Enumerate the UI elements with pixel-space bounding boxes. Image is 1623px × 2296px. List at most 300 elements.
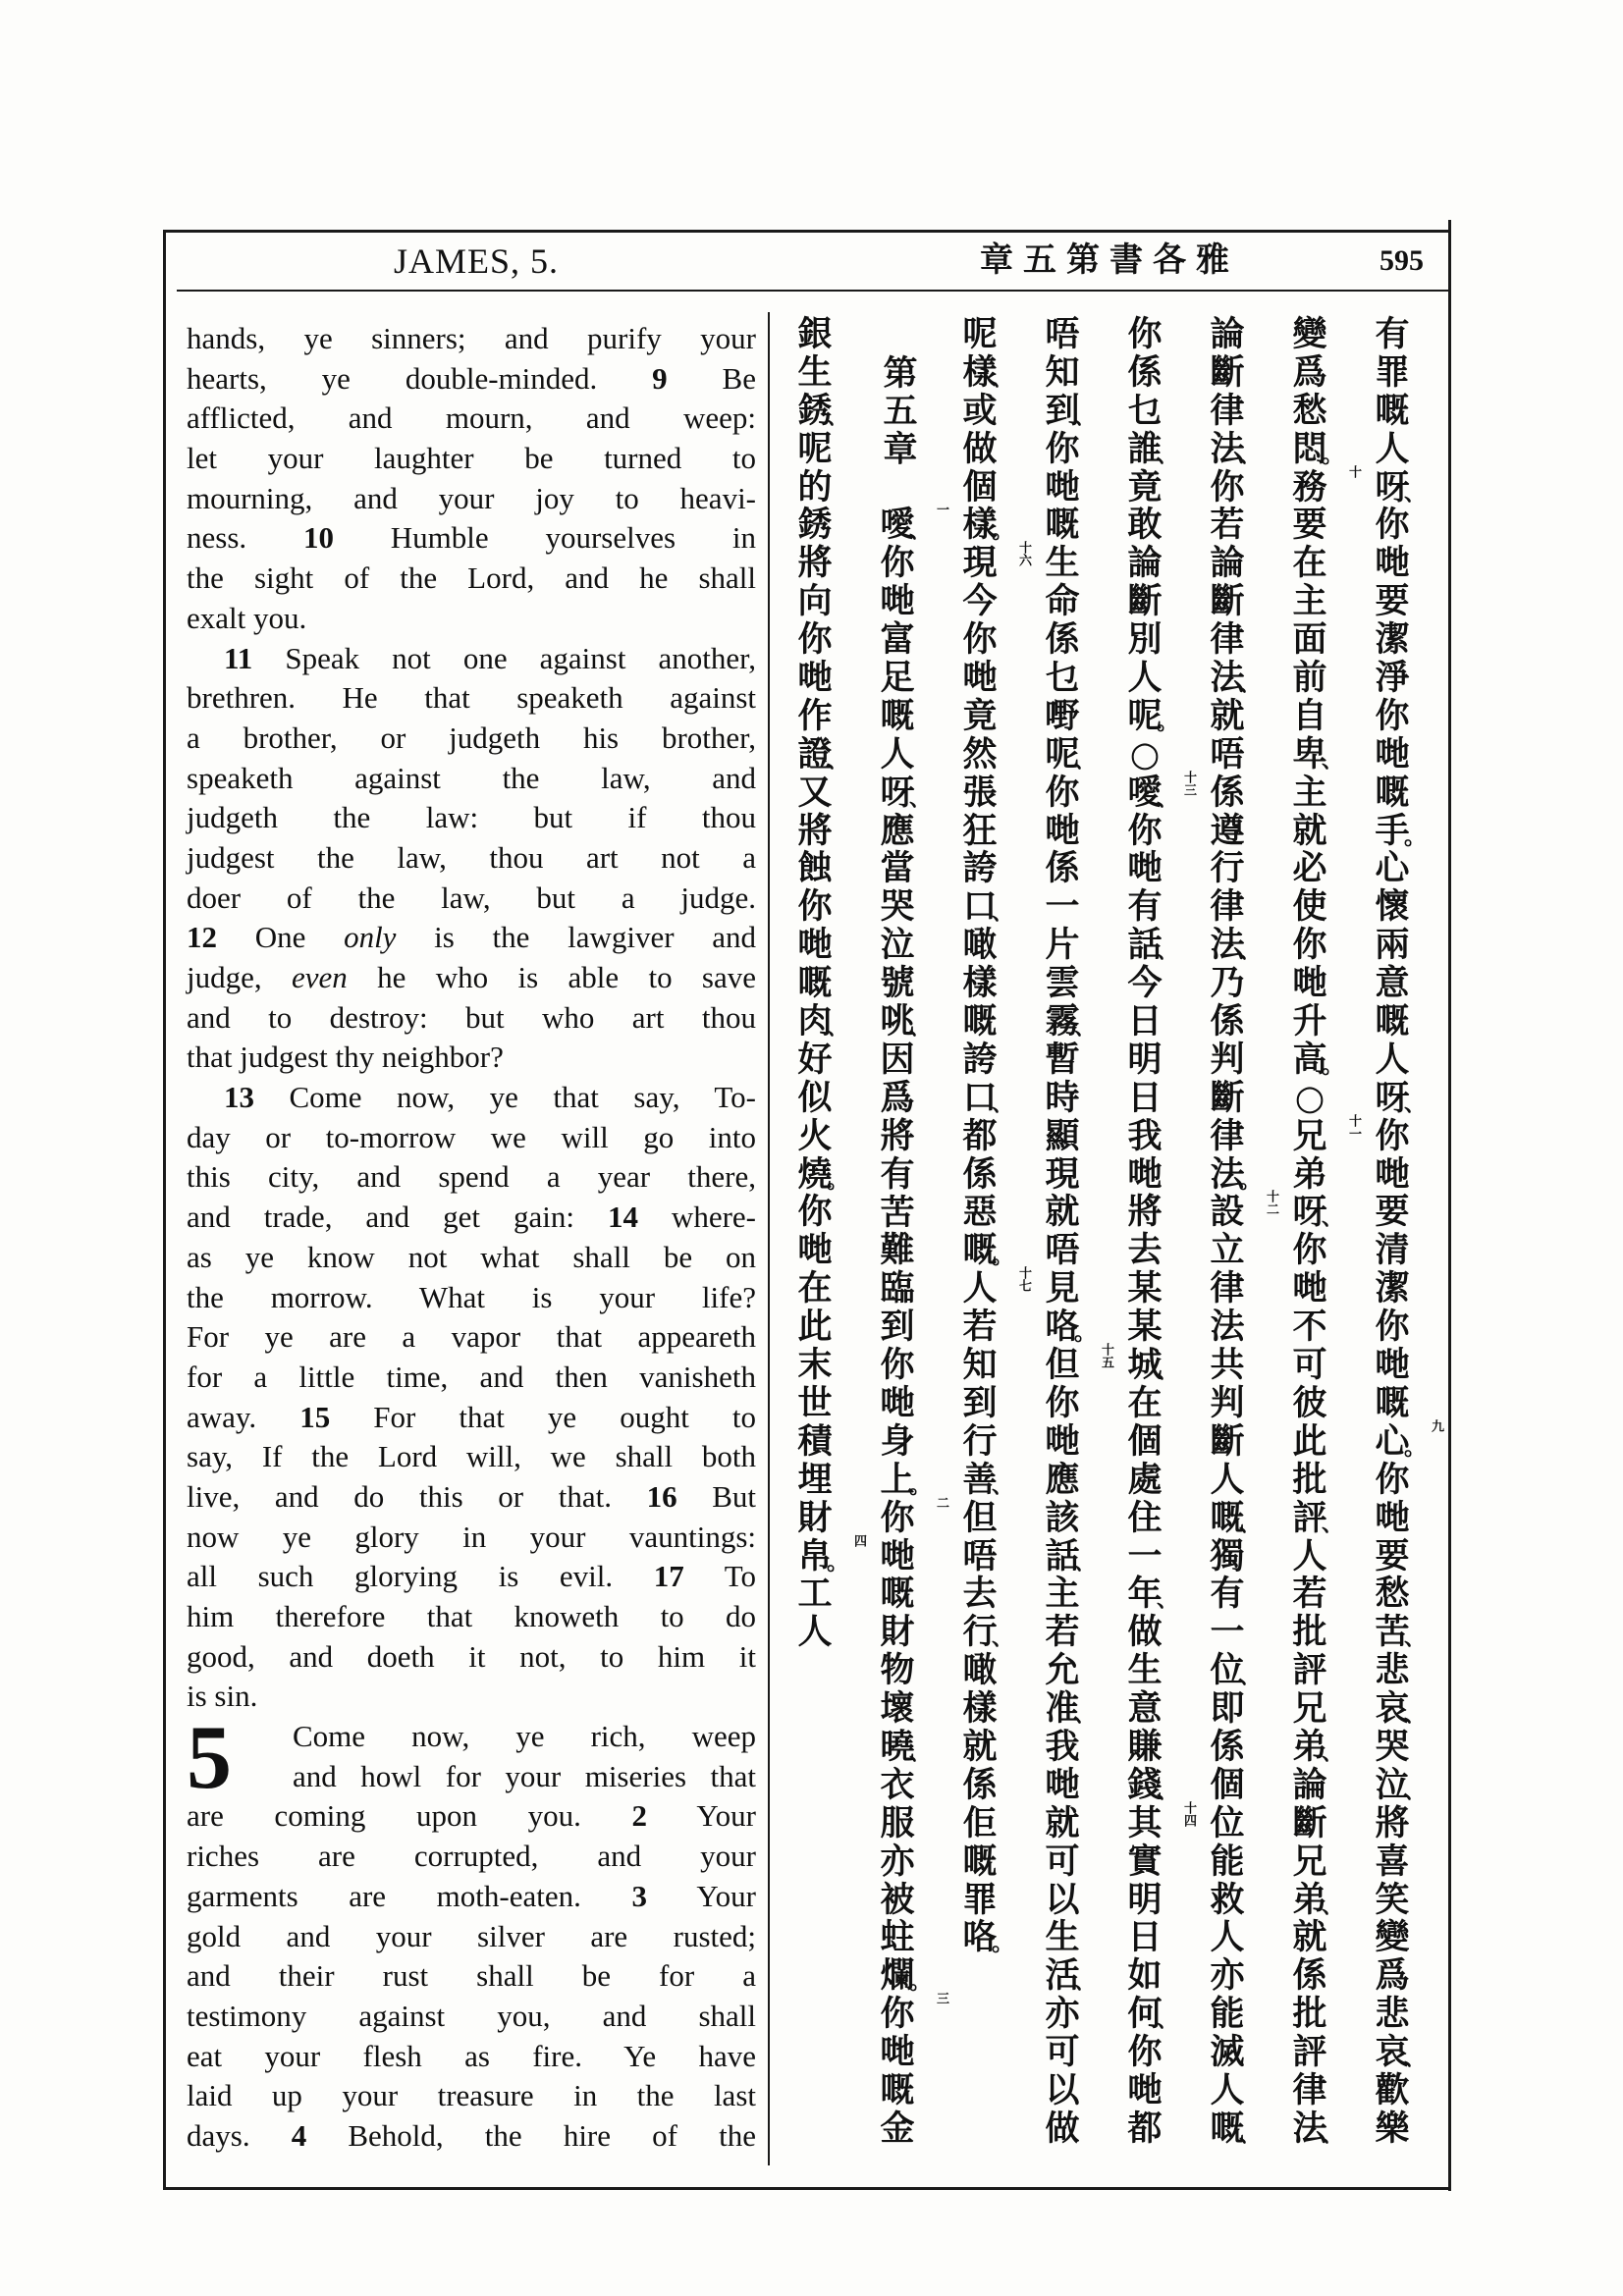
chinese-character: 實 — [1127, 1841, 1163, 1882]
text-run: judge, — [187, 960, 292, 994]
punctuation: 、 — [1322, 2121, 1344, 2148]
chinese-character: 好 — [797, 1039, 833, 1080]
text-run: is sin. — [187, 1679, 258, 1714]
chinese-character: 號 — [880, 963, 915, 1004]
chinese-character: ○ — [1294, 1077, 1325, 1118]
text-line — [187, 518, 756, 559]
punctuation: 、 — [1404, 1702, 1427, 1729]
chinese-character: 明 — [1127, 1039, 1163, 1080]
chinese-character: 呢 — [962, 314, 998, 354]
chinese-character: 悲 — [1375, 1650, 1410, 1691]
text-run: days. — [187, 2117, 292, 2153]
chinese-character: 哋 — [1045, 810, 1080, 851]
chinese-character: 哭 — [1375, 1726, 1410, 1767]
chinese-character: 有 — [1127, 886, 1163, 928]
chinese-character: 不 — [1292, 1307, 1327, 1348]
chinese-character: 當 — [880, 848, 915, 889]
chinese-character: 手 。 — [1375, 810, 1427, 851]
chinese-character: 知 — [962, 1345, 998, 1386]
chinese-character: 帛 。 四 — [797, 1533, 866, 1576]
chinese-character: 亦 — [1210, 1955, 1245, 1997]
chinese-character: 要 — [1375, 1535, 1410, 1576]
chinese-character: 論 — [1210, 314, 1245, 354]
chinese-character: 哋 — [1045, 1764, 1080, 1805]
chinese-character: 今 — [962, 581, 998, 622]
verse-marker: 十一 — [1346, 1113, 1361, 1140]
punctuation: 、 — [1322, 1511, 1344, 1537]
chinese-character: 如 — [1127, 1955, 1163, 1997]
text-run: Your — [646, 1798, 757, 1834]
chinese-character: 做 — [1045, 2108, 1080, 2149]
chinese-character: 法 。 — [1210, 1153, 1262, 1195]
chinese-character: 你 — [880, 543, 915, 584]
chinese-character: 高 。 — [1292, 1039, 1344, 1080]
text-line — [187, 958, 756, 998]
text-line — [187, 639, 756, 679]
chinese-character: 係 — [962, 1153, 998, 1195]
text-line — [187, 1437, 756, 1477]
blank-cell — [876, 469, 919, 507]
chinese-character: 誇 — [962, 1039, 998, 1080]
chinese-character: 唔 — [1045, 1230, 1080, 1271]
punctuation: 、 — [992, 900, 1014, 927]
chinese-character: 人 — [1375, 428, 1410, 469]
chinese-character: 因 — [880, 1039, 915, 1080]
text-run: laid up your treasure in the last — [187, 2078, 756, 2113]
text-line — [187, 1198, 756, 1238]
punctuation: 、 — [1157, 2007, 1179, 2034]
chinese-character: 評 、 — [1292, 1497, 1344, 1538]
chinese-character: 哋 — [1127, 2069, 1163, 2110]
chinese-character: 批 — [1292, 1612, 1327, 1653]
chinese-character: 難 — [880, 1230, 915, 1271]
chinese-character: 財 — [797, 1497, 833, 1538]
chinese-character: 允 — [1045, 1650, 1080, 1691]
chinese-character: 心 。 九 — [1375, 1418, 1443, 1462]
chinese-character: 你 二 — [880, 1495, 948, 1538]
text-run: away. — [187, 1399, 300, 1434]
chinese-character: 主 — [1045, 1574, 1080, 1615]
chinese-column — [774, 314, 866, 2149]
chinese-character: 銹 、 — [797, 390, 849, 431]
chinese-character: 咯 。 — [962, 1917, 1014, 1958]
chinese-character: 歡 — [1375, 2069, 1410, 2110]
chinese-character: 哋 — [880, 1382, 915, 1423]
english-text-column — [187, 319, 756, 2157]
chinese-character: 潔 — [1375, 619, 1410, 661]
punctuation: 。 — [1074, 1320, 1097, 1347]
chinese-character: 就 — [1045, 1802, 1080, 1843]
chinese-character: 自 — [1292, 695, 1327, 736]
chinese-character: 財 — [880, 1612, 915, 1653]
chinese-character: 乜 — [1045, 658, 1080, 699]
chinese-character: 准 、 — [1045, 1688, 1097, 1730]
chinese-character: 哋 — [880, 2032, 915, 2073]
text-run: good, and doeth it not, to him it — [187, 1638, 756, 1674]
chinese-character: 嘅 — [1375, 1001, 1410, 1042]
chinese-character: 嘅 、 — [1210, 2108, 1262, 2149]
chinese-character: 上 。 — [880, 1459, 932, 1500]
text-line — [187, 1238, 756, 1278]
text-line — [187, 319, 756, 359]
chinese-character: 人 — [880, 733, 915, 774]
chinese-character: 前 — [1292, 658, 1327, 699]
chinese-character: 其 十四 — [1127, 1800, 1196, 1843]
chinese-character: 嘅 — [962, 1001, 998, 1042]
chinese-character: 樣 、 — [962, 351, 1014, 393]
chinese-character: 判 — [1210, 1039, 1245, 1080]
punctuation: 、 — [909, 785, 932, 812]
punctuation: 。 — [909, 1472, 932, 1499]
chinese-character: 有 — [1210, 1574, 1245, 1615]
chinese-character: 做 — [1127, 1612, 1163, 1653]
punctuation: 、 — [827, 1015, 849, 1041]
punctuation: 、 — [1322, 1205, 1344, 1232]
text-run: are coming upon you. — [187, 1798, 632, 1834]
chinese-character: 笑 — [1375, 1879, 1410, 1920]
chinese-character: 哋 — [1127, 848, 1163, 889]
text-run: him therefore that knoweth to do — [187, 1599, 756, 1633]
chinese-character: 位 、 — [1210, 1650, 1262, 1691]
chinese-character: 雲 — [1045, 963, 1080, 1004]
chinese-character: 人 — [1127, 658, 1163, 699]
text-run: the sight of the Lord, and he shall — [187, 561, 756, 596]
chinese-character: 就 — [1210, 695, 1245, 736]
punctuation: 、 — [992, 365, 1014, 392]
text-run: Humble yourselves in — [333, 520, 756, 556]
chinese-character: 噯 一 、 — [880, 503, 948, 546]
chinese-character: 哋 — [1292, 1268, 1327, 1309]
verse-number: 9 — [652, 360, 668, 396]
chinese-character: 明 — [1127, 1879, 1163, 1920]
chinese-character: 你 — [797, 886, 833, 928]
punctuation: 、 — [1239, 1511, 1262, 1537]
verse-number: 12 — [187, 920, 217, 955]
chinese-character: 可 — [1045, 2032, 1080, 2073]
chinese-character: 哋 — [1045, 1420, 1080, 1462]
chinese-character: 人 — [1210, 2069, 1245, 2110]
chinese-character: 法 、 — [1210, 658, 1262, 699]
chinese-character: 世 — [797, 1382, 833, 1423]
chinese-column — [856, 316, 948, 2149]
chinese-character: 爲 — [880, 1077, 915, 1118]
chinese-character: 又 — [797, 772, 833, 813]
chinese-character: 意 — [1375, 963, 1410, 1004]
text-line — [187, 1597, 756, 1637]
punctuation: 、 — [1157, 785, 1179, 812]
chinese-character: 係 — [1210, 1001, 1245, 1042]
chinese-character: 主 — [1292, 581, 1327, 622]
chinese-character: 兩 — [1375, 925, 1410, 966]
text-line — [187, 798, 756, 838]
chinese-character: 斷 — [1292, 1802, 1327, 1843]
text-run: where- — [637, 1200, 756, 1235]
chinese-character: 將 — [1375, 1802, 1410, 1843]
chinese-character: 斷 — [1127, 581, 1163, 622]
chinese-character: 若 — [1292, 1574, 1327, 1615]
chinese-character: 遵 — [1210, 810, 1245, 851]
chinese-character: 銀 — [797, 314, 833, 354]
chinese-character: 將 — [797, 810, 833, 851]
chinese-character: 立 — [1210, 1230, 1245, 1271]
chinese-character: 嘅 — [1375, 772, 1410, 813]
chinese-character: 哋 — [1292, 963, 1327, 1004]
text-run: riches are corrupted, and your — [187, 1839, 756, 1874]
punctuation: 、 — [1074, 1702, 1097, 1729]
chinese-character: 哋 — [797, 658, 833, 699]
text-run: Your — [646, 1878, 756, 1913]
punctuation: 、 — [992, 1626, 1014, 1652]
text-run: judgeth the law: but if thou — [187, 800, 756, 835]
chinese-character: 咷 、 — [880, 1001, 932, 1042]
chinese-character: 能 — [1210, 1994, 1245, 2035]
chinese-character: 處 — [1127, 1459, 1163, 1500]
chinese-character: 肉 、 — [797, 1001, 849, 1042]
text-line — [187, 1956, 756, 1997]
punctuation: 、 — [1074, 1549, 1097, 1575]
verse-number: 2 — [631, 1798, 647, 1834]
text-line — [187, 559, 756, 599]
chinese-character: 年 、 — [1127, 1574, 1179, 1615]
text-run: garments are moth-eaten. — [187, 1878, 632, 1913]
text-line — [187, 359, 756, 400]
chinese-character: 你 — [1127, 2032, 1163, 2073]
chinese-character: 哋 — [1375, 1497, 1410, 1538]
chinese-character: 日 — [1127, 1077, 1163, 1118]
text-line — [187, 439, 756, 479]
chinese-character: 生 — [1045, 1917, 1080, 1958]
chinese-character: 斷 — [1210, 581, 1245, 622]
chinese-character: 你 — [962, 619, 998, 661]
chinese-character: 你 — [1127, 810, 1163, 851]
text-line — [187, 1877, 756, 1917]
punctuation: 、 — [1404, 1778, 1427, 1804]
chinese-character: 今 — [1127, 963, 1163, 1004]
chinese-character: 律 — [1210, 390, 1245, 431]
chinese-character: 惡 — [962, 1192, 998, 1233]
chinese-character: 日 — [1127, 1917, 1163, 1958]
chinese-character: 主 — [1292, 772, 1327, 813]
chinese-character: 意 — [1127, 1688, 1163, 1730]
chinese-character: 以 — [1045, 2069, 1080, 2110]
chinese-character: 法 、 — [1210, 925, 1262, 966]
chinese-character: 然 — [962, 733, 998, 774]
chinese-character: 要 — [1375, 1192, 1410, 1233]
chinese-column — [1269, 314, 1361, 2149]
chinese-character: 蛀 — [880, 1917, 915, 1958]
text-run: day or to-morrow we will go into — [187, 1119, 756, 1154]
chinese-character: 片 — [1045, 925, 1080, 966]
chinese-character: 嘅 — [1045, 505, 1080, 546]
chinese-character: 愁 — [1375, 1574, 1410, 1615]
verse-marker: 十三 — [1181, 770, 1196, 796]
text-run: One — [217, 920, 345, 955]
chinese-character: 善 、 — [962, 1459, 1014, 1500]
chinese-character: 評 — [1292, 1650, 1327, 1691]
chinese-character: 兄 — [1292, 1688, 1327, 1730]
chinese-character: 在 — [1127, 1382, 1163, 1423]
chinese-character: 你 — [797, 1192, 833, 1233]
punctuation: 。 — [1239, 1167, 1262, 1194]
verse-marker: 十七 — [1016, 1266, 1031, 1293]
punctuation: 、 — [909, 1739, 932, 1766]
text-run: and howl for your miseries that — [293, 1758, 756, 1793]
text-run: exalt you. — [187, 600, 307, 635]
chinese-character: 壞 — [880, 1688, 915, 1730]
column-divider — [768, 312, 770, 2165]
chinese-character: 喜 — [1375, 1841, 1410, 1882]
text-run: To — [683, 1559, 756, 1594]
verse-marker: 三 — [934, 1992, 948, 2005]
chinese-character: 爛 。 — [880, 1955, 932, 1997]
text-run: Be — [667, 360, 756, 396]
blank-cell — [876, 316, 919, 354]
chinese-character: 臨 — [880, 1268, 915, 1309]
chinese-character: 斷 — [1210, 1420, 1245, 1462]
verse-marker: 十五 — [1099, 1343, 1113, 1369]
chinese-character: 都 — [962, 1115, 998, 1156]
chinese-character: 你 — [797, 619, 833, 661]
chinese-character: 要 — [1292, 505, 1327, 546]
text-line — [187, 2076, 756, 2116]
chinese-character: 我 — [1127, 1115, 1163, 1156]
verse-number: 11 — [224, 640, 253, 675]
chinese-character: 到 — [962, 1382, 998, 1423]
chinese-character: 罪 — [1375, 351, 1410, 393]
chinese-character: 都 — [1127, 2108, 1163, 2149]
chinese-character: 係 — [962, 1764, 998, 1805]
chinese-character: 係 — [1210, 1726, 1245, 1767]
chinese-character: 哀 、 — [1375, 2032, 1427, 2073]
punctuation: 、 — [1074, 1969, 1097, 1996]
punctuation: 。 — [1322, 1052, 1344, 1079]
chinese-character: 但 十五 — [1045, 1343, 1113, 1386]
verse-number: 13 — [224, 1080, 254, 1115]
chinese-character: 去 — [962, 1574, 998, 1615]
chinese-character: 噯 十三 、 — [1127, 770, 1196, 813]
text-line — [187, 1358, 756, 1398]
chinese-character: 法 、 — [1210, 428, 1262, 469]
chinese-character: 面 — [1292, 619, 1327, 661]
chinese-character: 可 — [1045, 1841, 1080, 1882]
chinese-character: 律 — [1292, 2069, 1327, 2110]
chinese-character: 論 — [1127, 543, 1163, 584]
chinese-character: 係 — [1292, 1955, 1327, 1997]
chinese-character: 哋 — [962, 658, 998, 699]
chinese-character: 爲 — [1375, 1955, 1410, 1997]
chinese-character: 律 — [1210, 886, 1245, 928]
chinese-character: 此 — [1292, 1420, 1327, 1462]
bottom-border — [163, 2187, 1451, 2190]
chinese-character: 卑 、 — [1292, 733, 1344, 774]
chinese-character: 乜 — [1127, 390, 1163, 431]
chinese-character: 一 — [1210, 1612, 1245, 1653]
text-run: and trade, and get gain: — [187, 1200, 608, 1235]
text-line — [187, 1038, 756, 1078]
chinese-character: 心 — [1375, 848, 1410, 889]
chinese-character: 樣 — [962, 1688, 998, 1730]
text-run: gold and your silver are rusted; — [187, 1918, 756, 1953]
verse-marker: 四 — [851, 1533, 866, 1547]
chinese-character: 哋 — [880, 581, 915, 622]
punctuation: 。 — [992, 518, 1014, 545]
chinese-character: 時 — [1045, 1077, 1080, 1118]
text-run: Behold, the hire of the — [306, 2117, 756, 2153]
chinese-character: 你 三 — [880, 1992, 948, 2035]
chinese-character: 佢 — [962, 1802, 998, 1843]
chinese-character: 弟 、 — [1292, 1879, 1344, 1920]
chinese-character: 若 — [962, 1307, 998, 1348]
chinese-character: 你 — [1127, 314, 1163, 354]
chinese-character: 哋 — [1045, 466, 1080, 507]
text-line — [187, 479, 756, 519]
chinese-character: 物 — [880, 1650, 915, 1691]
text-line — [187, 1317, 756, 1358]
chinese-character: 哋 — [1375, 733, 1410, 774]
chinese-character: 竟 — [962, 695, 998, 736]
text-line — [187, 678, 756, 719]
chinese-character: 嘅 — [797, 963, 833, 1004]
text-run: hands, ye sinners; and purify your — [187, 321, 756, 355]
chinese-character: 哋 — [1127, 1153, 1163, 1195]
chinese-character: 批 — [1292, 1459, 1327, 1500]
chinese-character: 到 、 — [1045, 390, 1097, 431]
text-run: let your laughter be turned to — [187, 441, 756, 476]
text-line — [187, 1637, 756, 1678]
chinese-character: 哋 — [1375, 1345, 1410, 1386]
chinese-character: 律 — [1210, 1268, 1245, 1309]
text-line — [187, 1118, 756, 1158]
text-line — [187, 1917, 756, 1957]
chinese-character: 樣 。 — [962, 505, 1014, 546]
chinese-character: 位 — [1210, 1802, 1245, 1843]
chinese-character: 悶 。 — [1292, 428, 1344, 469]
chinese-character: 人 — [1210, 1459, 1245, 1500]
chinese-character: 生 — [1045, 543, 1080, 584]
punctuation: 、 — [1157, 442, 1179, 468]
chinese-character: 樣 — [962, 963, 998, 1004]
text-run: doer of the law, but a judge. — [187, 880, 756, 915]
punctuation: 、 — [1074, 403, 1097, 430]
chinese-character: 設 十二 — [1210, 1190, 1278, 1233]
chinese-character: 你 — [1210, 466, 1245, 507]
chinese-character: 就 — [1292, 1917, 1327, 1958]
text-run: mourning, and your joy to heavi- — [187, 480, 756, 515]
chinese-character: 個 — [1210, 1764, 1245, 1805]
chinese-character: 滅 — [1210, 2032, 1245, 2073]
chinese-character: 一 — [1045, 886, 1080, 928]
text-run: that judgest thy neighbor? — [187, 1040, 504, 1075]
text-run: now ye glory in your vauntings: — [187, 1519, 756, 1554]
chinese-character: 見 — [1045, 1268, 1080, 1309]
chinese-character: 埋 — [797, 1459, 833, 1500]
text-line — [187, 879, 756, 919]
chinese-character: 即 — [1210, 1688, 1245, 1730]
punctuation: 。 — [1404, 1434, 1427, 1461]
chinese-character: 向 — [797, 581, 833, 622]
chinese-character: 證 、 — [797, 733, 849, 774]
chinese-character: 有 — [1375, 314, 1410, 354]
punctuation: 、 — [1404, 480, 1427, 507]
chinese-character: 你 — [1375, 1307, 1410, 1348]
chinese-character: 乃 — [1210, 963, 1245, 1004]
chinese-column — [939, 314, 1031, 2149]
chinese-character: 人 — [797, 1612, 833, 1653]
chinese-character: 就 — [1292, 810, 1327, 851]
chinese-character: 愁 — [1292, 390, 1327, 431]
chinese-character: 你 — [1045, 1382, 1080, 1423]
verse-number: 4 — [291, 2117, 307, 2153]
